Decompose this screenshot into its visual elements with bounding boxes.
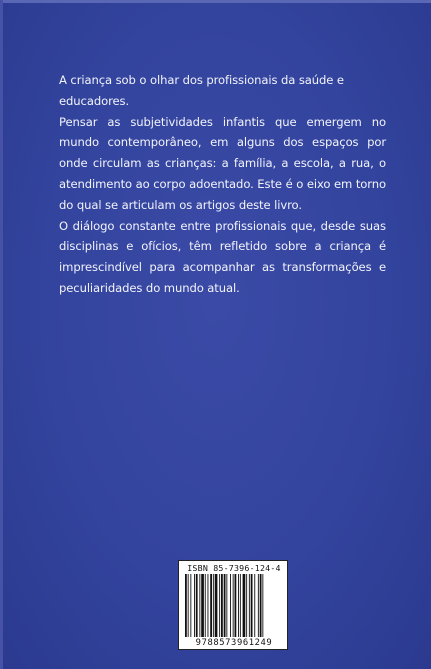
barcode-bar — [185, 574, 187, 637]
isbn-label: ISBN 85-7396-124-4 — [187, 563, 281, 573]
barcode-bar — [230, 574, 231, 637]
barcode-bar — [254, 574, 255, 637]
barcode-bar — [188, 574, 189, 637]
barcode-bar — [226, 574, 227, 637]
barcode-bar — [196, 574, 198, 637]
barcode-bar — [199, 574, 200, 637]
barcode-bar — [190, 574, 191, 637]
barcode-bar — [238, 574, 239, 637]
barcode-bar — [210, 574, 212, 637]
barcode-bar — [249, 574, 250, 637]
blurb-paragraph-2: O diálogo constante entre profissionais que, desde suas disciplinas e ofícios, têm refletido sobre a criança é imprescindível para acompanhar as transformações e peculiaridades do mundo atual. — [59, 218, 386, 295]
barcode-bars — [185, 574, 283, 637]
barcode-bar — [243, 574, 246, 637]
barcode-bar — [208, 574, 209, 637]
barcode-bar — [201, 574, 204, 637]
barcode-bar — [240, 574, 241, 637]
barcode-bar — [219, 574, 220, 637]
barcode-bar — [205, 574, 206, 637]
blurb-paragraph-1: Pensar as subjetividades infantis que emergem no mundo contemporâneo, em alguns dos espaços por onde circulam as crianças: a família, a escola, a rua, o atendimento ao corpo adoentado. Este é o eixo em torno do qual se articulam os artigos deste livro. — [59, 114, 386, 212]
blurb-text-block — [59, 70, 386, 299]
barcode-bar — [258, 574, 259, 637]
barcode-bar — [233, 574, 234, 637]
barcode-bar — [194, 574, 195, 637]
barcode-bar — [213, 574, 214, 637]
barcode-bar — [246, 574, 247, 637]
barcode-bar — [221, 574, 223, 637]
isbn-barcode — [178, 560, 288, 650]
barcode-bar — [215, 574, 218, 637]
ean-digits: 9788573961249 — [195, 638, 273, 648]
barcode-bar — [262, 574, 263, 637]
blurb-heading-line: A criança sob o olhar dos profissionais da saúde e educadores. — [59, 73, 344, 108]
cover-top-edge — [0, 0, 431, 3]
barcode-bar — [235, 574, 237, 637]
barcode-bar — [251, 574, 253, 637]
barcode-bar — [260, 574, 262, 637]
cover-left-edge — [0, 0, 3, 669]
barcode-bar — [224, 574, 226, 637]
